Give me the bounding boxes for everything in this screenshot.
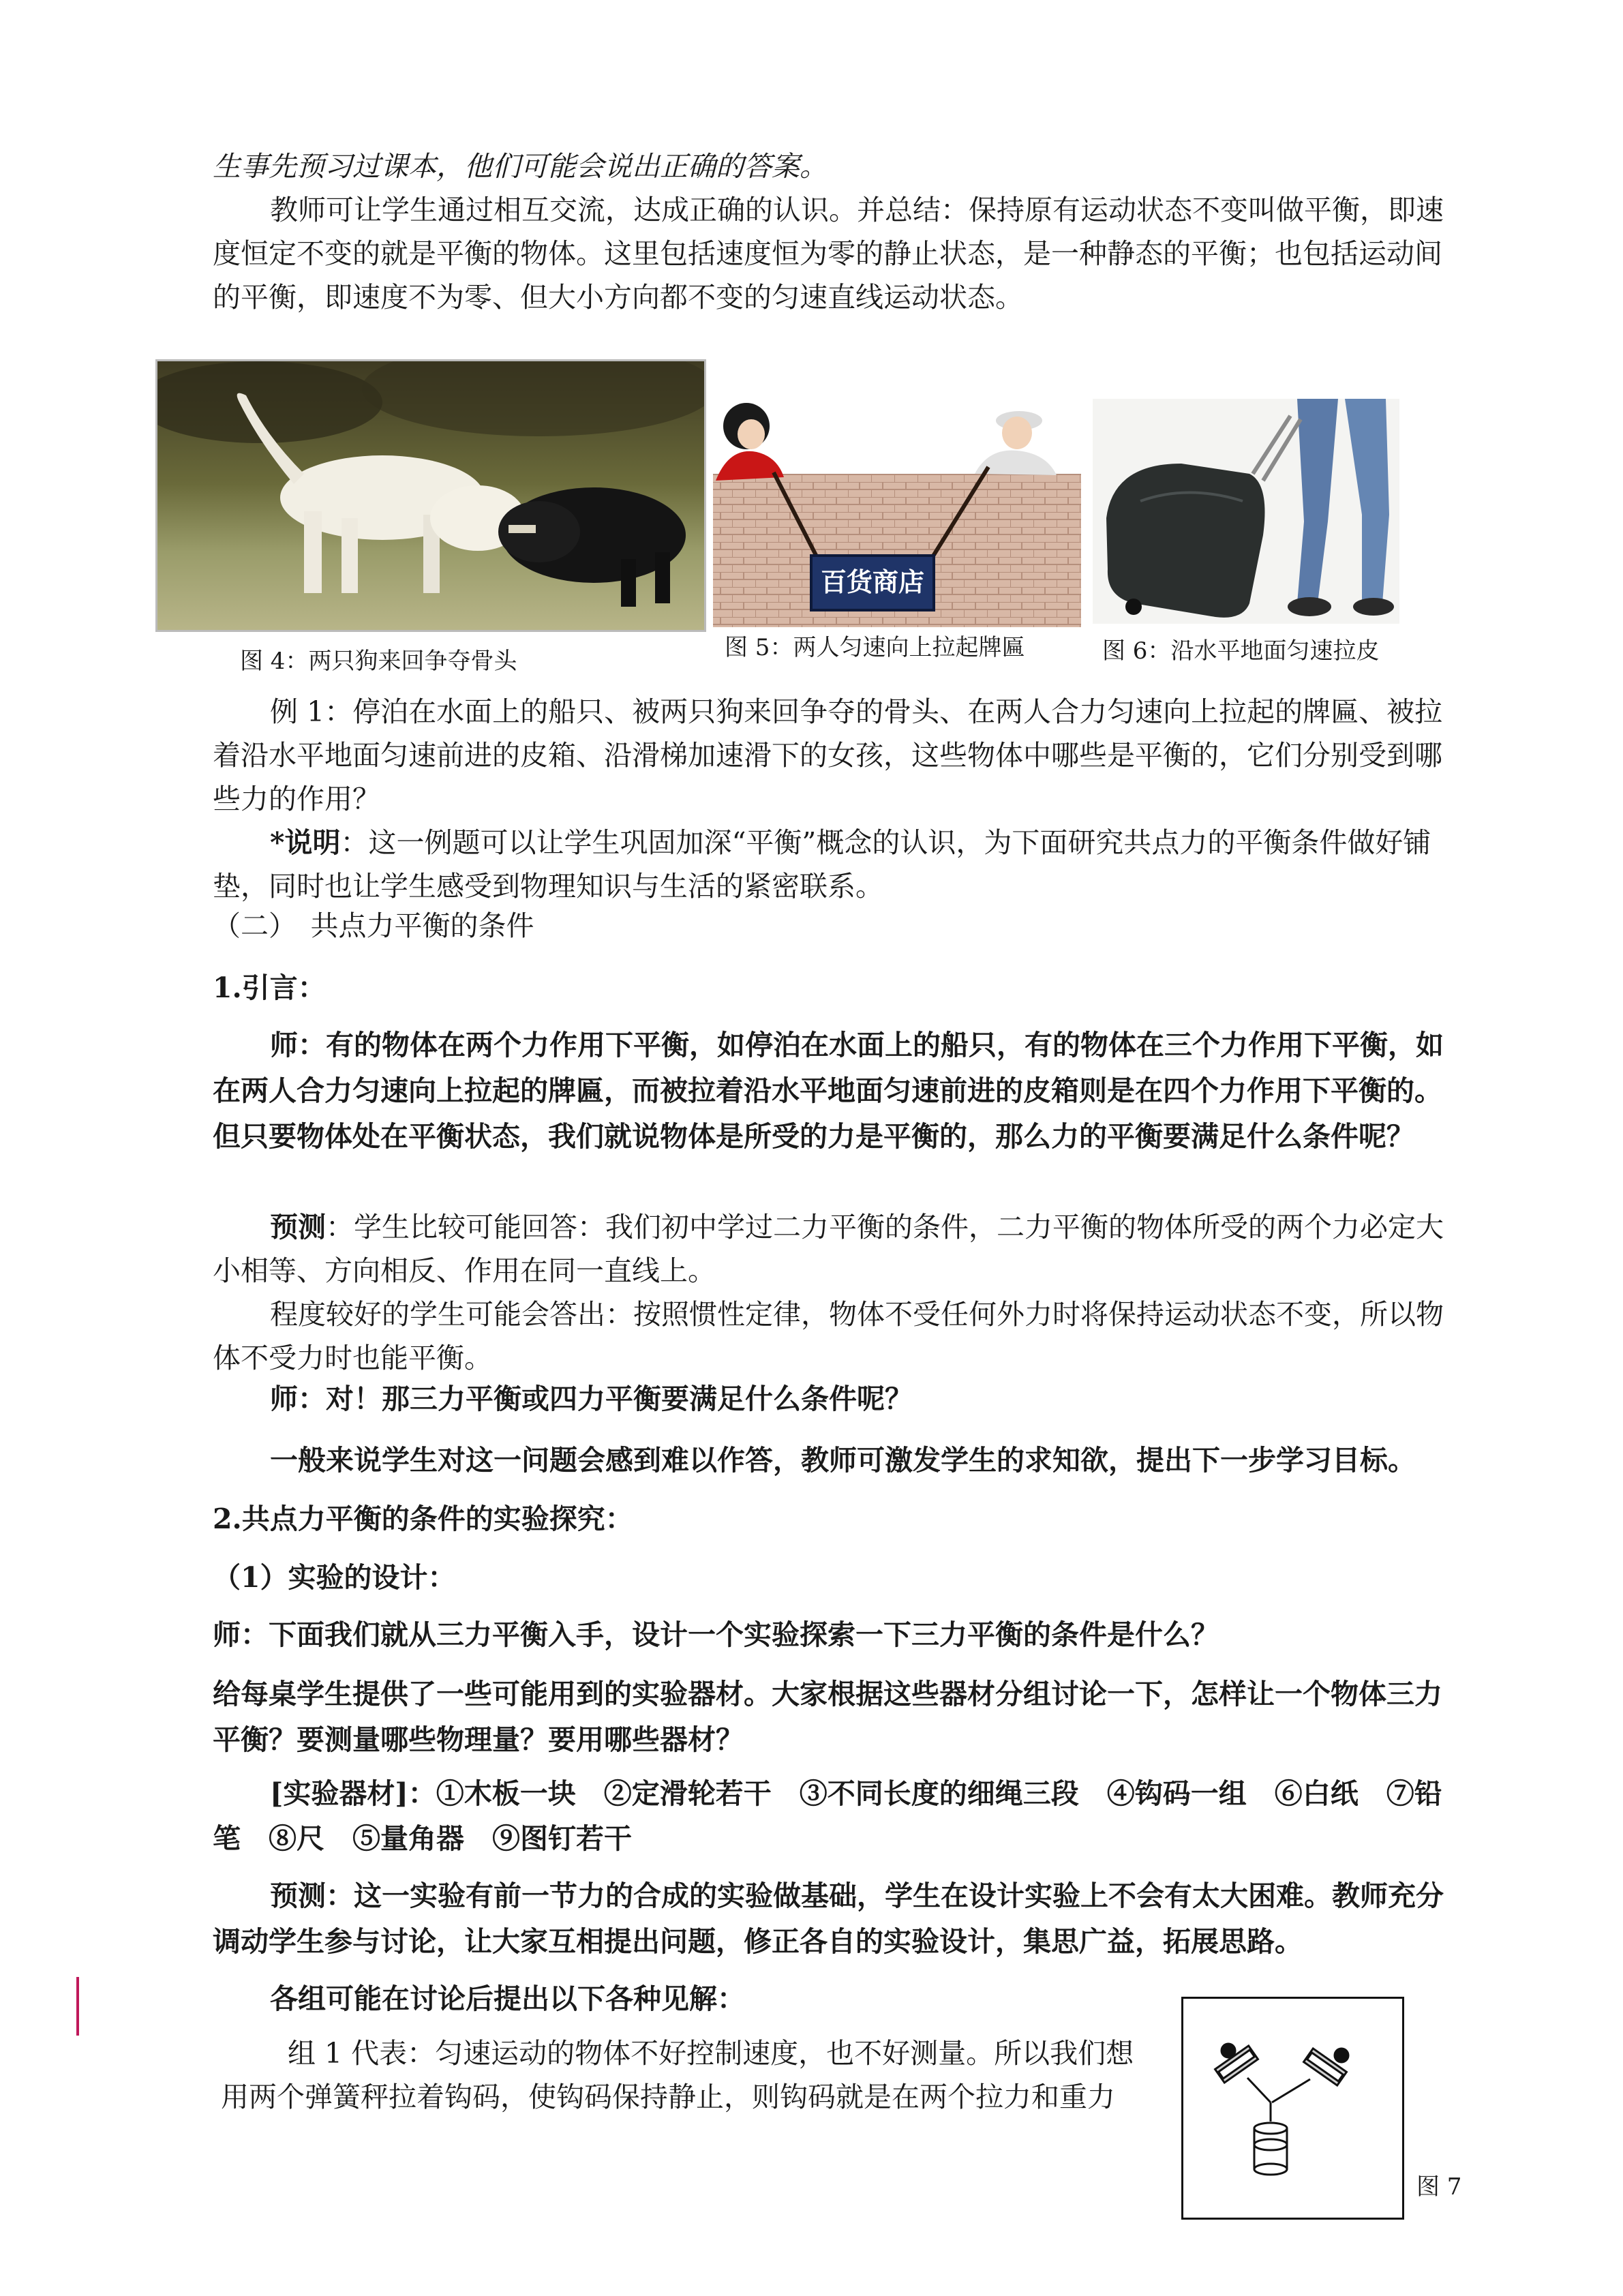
teacher-statement-3: 师：下面我们就从三力平衡入手，设计一个实验探索一下三力平衡的条件是什么？: [213, 1618, 1219, 1651]
equipment-intro: 给每桌学生提供了一些可能用到的实验器材。大家根据这些器材分组讨论一下，怎样让一个物体三力平衡？要测量哪些物理量？要用哪些器材？: [213, 1678, 1442, 1756]
dogs-image: [157, 361, 706, 632]
section-2-title: （二） 共点力平衡的条件: [213, 909, 534, 942]
prediction-2: 预测：这一实验有前一节力的合成的实验做基础，学生在设计实验上不会有太大困难。教师充分调动学生参与讨论，让大家互相提出问题，修正各自的实验设计，集思广益，拓展思路。: [213, 1879, 1444, 1958]
prediction-1-text: ：学生比较可能回答：我们初中学过二力平衡的条件，二力平衡的物体所受的两个力必定大小相等、方向相反、作用在同一直线上。: [213, 1211, 1444, 1287]
figure-5-caption: 图 5：两人匀速向上拉起牌匾: [725, 634, 1025, 661]
continued-paragraph: 生事先预习过课本，他们可能会说出正确的答案。: [213, 150, 828, 183]
general-remark: 一般来说学生对这一问题会感到难以作答，教师可激发学生的求知欲，提出下一步学习目标。: [270, 1444, 1416, 1477]
example-1: 例 1：停泊在水面上的船只、被两只狗来回争夺的骨头、在两人合力匀速向上拉起的牌匾、被拉着沿水平地面匀速前进的皮箱、沿滑梯加速滑下的女孩，这些物体中哪些是平衡的，它们分别受到哪些力的作用？: [213, 695, 1443, 815]
prediction-1: [213, 1205, 1467, 1293]
equipment-list: [实验器材]：①木板一块 ②定滑轮若干 ③不同长度的细绳三段 ④钩码一组 ⑥白纸 ⑦铅笔 ⑧尺 ⑤量角器 ⑨图钉若干: [213, 1777, 1442, 1855]
summary-paragraph: 教师可让学生通过相互交流，达成正确的认识。并总结：保持原有运动状态不变叫做平衡，即速度恒定不变的就是平衡的物体。这里包括速度恒为零的静止状态，是一种静态的平衡；也包括运动间的平衡，即速度不为零、但大小方向都不变的匀速直线运动状态。: [213, 194, 1444, 314]
experiment-design-title: （1）实验的设计：: [213, 1561, 456, 1594]
note-label: *说明: [270, 826, 341, 859]
figure-7-caption: 图 7: [1416, 2173, 1462, 2201]
figure-4-photo: [155, 359, 706, 632]
margin-mark: [76, 1977, 79, 2036]
sign-text: 百货商店: [820, 567, 925, 597]
groups-intro: 各组可能在讨论后提出以下各种见解：: [270, 1982, 745, 2015]
figure-7-box: [1181, 1997, 1404, 2220]
spring-scale-diagram: [1183, 1999, 1402, 2218]
intro-title: 1.引言：: [213, 971, 326, 1004]
group-1-paragraph: 组 1 代表：匀速运动的物体不好控制速度，也不好测量。所以我们想用两个弹簧秤拉着钩码，使钩码保持静止，则钩码就是在两个拉力和重力: [221, 2037, 1134, 2113]
suitcase-image: [1093, 399, 1399, 624]
note-paragraph: [213, 821, 1467, 908]
teacher-statement-1: 师：有的物体在两个力作用下平衡，如停泊在水面上的船只，有的物体在三个力作用下平衡，如在两人合力匀速向上拉起的牌匾，而被拉着沿水平地面匀速前进的皮箱则是在四个力作用下平衡的。但只要物体处在平衡状态，我们就说物体是所受的力是平衡的，那么力的平衡要满足什么条件呢？: [213, 1029, 1444, 1153]
figure-5-photo: [709, 392, 1085, 627]
lifting-sign-image: [709, 392, 1085, 627]
figure-6-photo: [1093, 399, 1399, 624]
experiment-title: 2.共点力平衡的条件的实验探究：: [213, 1502, 633, 1535]
figure-6-caption: 图 6：沿水平地面匀速拉皮: [1102, 637, 1380, 665]
teacher-statement-2: 师：对！那三力平衡或四力平衡要满足什么条件呢？: [270, 1383, 913, 1415]
advanced-answer: 程度较好的学生可能会答出：按照惯性定律，物体不受任何外力时将保持运动状态不变，所以物体不受力时也能平衡。: [213, 1298, 1444, 1374]
note-text: ：这一例题可以让学生巩固加深“平衡”概念的认识，为下面研究共点力的平衡条件做好铺垫，同时也让学生感受到物理知识与生活的紧密联系。: [213, 826, 1431, 903]
figure-4-caption: 图 4：两只狗来回争夺骨头: [240, 648, 517, 675]
prediction-1-label: 预测: [270, 1211, 326, 1243]
